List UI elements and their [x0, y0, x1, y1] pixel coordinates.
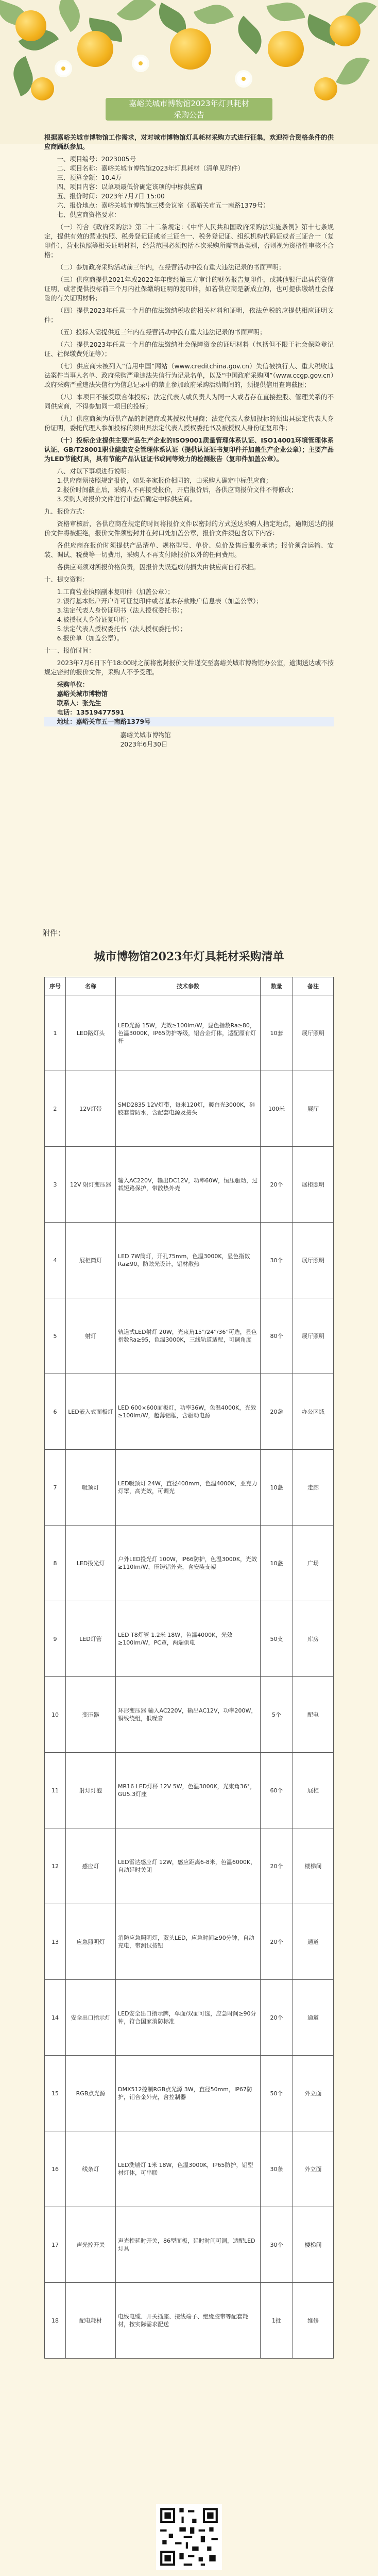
item-spec: SMD2835 12V灯带，每米120灯，暖白光3000K，硅胶套管防水，含配套电源及接头 [116, 1071, 261, 1147]
note-item: 1.供应商须按照规定报价，如果多家报价相同的，由采购人确定中标供应商； [57, 477, 272, 484]
item-spec: 输入AC220V，输出DC12V，功率60W，恒压驱动，过载短路保护，带散热外壳 [116, 1147, 261, 1223]
item-spec: LED 600×600面板灯，功率36W，色温4000K，光效≥100lm/W，超薄铝框，含驱动电源 [116, 1374, 261, 1450]
requirement-item: （一）符合《政府采购法》第二十二条规定：《中华人民共和国政府采购法实施条例》第十七条规定，提供有效的营业执照、税务登记证或者三证合一、税务登记证、组织机构代码证或者三证合一（复印件），营业执照等相关证明材料，经营范围必须包括本次采购所需商品类别，否则视为资格性审核不合格； [44, 224, 334, 259]
project-info-list [44, 155, 334, 219]
item-spec: LED光源 15W，光效≥100lm/W，显色指数Ra≥80，色温3000K，IP65防护等级，铝合金灯体，适配原有灯杆 [116, 995, 261, 1071]
table-row [45, 1828, 334, 1904]
contact-title: 采购单位： [57, 681, 89, 688]
item-name: LED灯管 [66, 1601, 116, 1677]
item-name: 感应灯 [66, 1828, 116, 1904]
item-remark: 展厅 [293, 1071, 334, 1147]
item-remark: 广场 [293, 1526, 334, 1601]
table-row [45, 1753, 334, 1828]
qr-code [156, 2504, 222, 2570]
orange-fruit-decoration [314, 77, 337, 100]
leaf-decoration [266, 0, 305, 24]
item-quantity: 20个 [261, 1904, 293, 1980]
item-remark: 展厅照明 [293, 995, 334, 1071]
note-item: 八、对以下事项进行说明： [57, 468, 133, 475]
table-row [45, 2207, 334, 2283]
signature-unit: 嘉峪关城市博物馆 [120, 732, 171, 739]
requirement-item: （六）提供2023年任意一个月的依法缴纳社会保障资金的证明材料（包括但不限于社会保险登记证、社保缴费凭证等）； [44, 341, 334, 358]
column-header: 技术参数 [116, 977, 261, 995]
signature-block [44, 731, 334, 749]
attachment-title: 城市博物馆2023年灯具耗材采购清单 [94, 950, 284, 963]
row-index: 11 [45, 1753, 66, 1828]
item-quantity: 100米 [261, 1071, 293, 1147]
item-remark: 走廊 [293, 1450, 334, 1526]
leaf-decoration [53, 0, 87, 32]
item-name: 展柜筒灯 [66, 1223, 116, 1298]
row-index: 14 [45, 1980, 66, 2056]
item-name: 射灯灯泡 [66, 1753, 116, 1828]
table-row [45, 1601, 334, 1677]
item-name: 吸顶灯 [66, 1450, 116, 1526]
item-quantity: 50个 [261, 2056, 293, 2131]
item-name: RGB点光源 [66, 2056, 116, 2131]
item-remark: 楼梯间 [293, 1828, 334, 1904]
project-item: 七、供应商资格要求： [57, 211, 121, 218]
orange-fruit-decoration [77, 31, 113, 67]
item-remark: 外立面 [293, 2131, 334, 2207]
item-quantity: 5个 [261, 1677, 293, 1753]
item-spec: 户外LED投光灯 100W，IP66防护，色温3000K，光效≥110lm/W，压铸铝外壳，含安装支架 [116, 1526, 261, 1601]
row-index: 13 [45, 1904, 66, 1980]
leaf-decoration [117, 0, 157, 28]
row-index: 12 [45, 1828, 66, 1904]
item-name: 配电耗材 [66, 2283, 116, 2359]
project-item: 五、报价时间：2023年7月7日 15:00 [57, 193, 165, 200]
item-spec: LED洗墙灯 1米 18W，色温3000K，IP65防护，铝型材灯体，可串联 [116, 2131, 261, 2207]
table-row [45, 2131, 334, 2207]
item-name: 线条灯 [66, 2131, 116, 2207]
item-quantity: 30个 [261, 2207, 293, 2283]
row-index: 4 [45, 1223, 66, 1298]
item-name: 12V灯带 [66, 1071, 116, 1147]
note-item: 2.报价时间截止后，采购人不再接受报价，开启报价后，各供应商报价文件不得修改； [57, 486, 298, 494]
row-index: 9 [45, 1601, 66, 1677]
item-name: 12V 射灯变压器 [66, 1147, 116, 1223]
contact-phone: 电话：13519477591 [57, 709, 125, 716]
row-index: 8 [45, 1526, 66, 1601]
announcement-body [44, 133, 334, 749]
item-name: 应急照明灯 [66, 1904, 116, 1980]
item-name: LED投光灯 [66, 1526, 116, 1601]
row-index: 16 [45, 2131, 66, 2207]
contact-person: 联系人：张先生 [57, 700, 101, 707]
flower-decoration [57, 62, 70, 75]
item-quantity: 20盏 [261, 1374, 293, 1450]
requirement-item: （九）供应商须为所供产品的制造商或其授权代理商；法定代表人参加投标的须出具法定代表人身份证明，委托代理人参加投标的须出具法定代表人授权委托书及被授权人身份证复印件； [44, 415, 334, 432]
table-row [45, 1223, 334, 1298]
item-spec: LED吸顶灯 24W，直径400mm，色温4000K，亚克力灯罩，高光效，可调光 [116, 1450, 261, 1526]
requirement-item: （四）提供2023年任意一个月的依法缴纳税收的相关材料和证明，依法免税的应提供相应证明文件； [44, 307, 334, 324]
column-header: 名称 [66, 977, 116, 995]
time-paragraph: 2023年7月6日下午18:00时之前将密封报价文件递交至嘉峪关城市博物馆办公室，逾期送达或不按规定密封的报价文件，采购人不予受理。 [44, 659, 334, 676]
item-remark: 维修 [293, 2283, 334, 2359]
table-row [45, 1071, 334, 1147]
item-spec: LED安全出口指示牌，单面/双面可选，应急时间≥90分钟，符合国家消防标准 [116, 1980, 261, 2056]
item-name: 声光控开关 [66, 2207, 116, 2283]
row-index: 15 [45, 2056, 66, 2131]
requirement-item: （八）本项目不接受联合体投标；法定代表人或负责人为同一人或者存在直接控股、管理关系的不同供应商，不得参加同一项目的投标； [44, 394, 334, 410]
docs-title: 十、提交资料： [44, 576, 89, 583]
item-spec: 消防应急照明灯，双头LED，应急时间≥90分钟，自动充电，带测试按钮 [116, 1904, 261, 1980]
column-header: 序号 [45, 977, 66, 995]
item-remark: 办公区域 [293, 1374, 334, 1450]
table-row [45, 1147, 334, 1223]
row-index: 18 [45, 2283, 66, 2359]
procedure-title: 九、报价方式： [44, 508, 89, 515]
item-remark: 配电 [293, 1677, 334, 1753]
flower-decoration [237, 72, 250, 86]
project-item: 四、项目内容：以单项最低价确定该项的中标供应商 [57, 183, 203, 191]
signature-date: 2023年6月30日 [120, 741, 168, 748]
contact-address: 地址：嘉峪关市五一南路1379号 [44, 717, 334, 726]
requirement-highlight: （十）投标企业提供主要产品生产企业的ISO9001质量管理体系认证、ISO14001环境管理体系认证、GB/T28001职业健康安全管理体系认证（提供认证证书复印件并加盖生产企业公章）；主要产品为LED节能灯具，具有节能产品认证证书或同等效力的检测报告（复印件加盖公章）。 [44, 437, 334, 463]
item-remark: 楼梯间 [293, 2207, 334, 2283]
table-row [45, 1374, 334, 1450]
item-remark: 展柜照明 [293, 1147, 334, 1223]
doc-item: 1.工商营业执照副本复印件（加盖公章）； [57, 588, 174, 596]
project-item: 二、项目名称：嘉峪关城市博物馆2023年灯具耗材（清单见附件） [57, 165, 244, 172]
row-index: 7 [45, 1450, 66, 1526]
item-remark: 通道 [293, 1980, 334, 2056]
note-item: 3.采购人对报价文件进行审查后确定中标供应商。 [57, 496, 196, 503]
row-index: 10 [45, 1677, 66, 1753]
item-spec: MR16 LED灯杯 12V 5W，色温3000K，光束角36°，GU5.3灯座 [116, 1753, 261, 1828]
requirement-item: （二）参加政府采购活动前三年内，在经营活动中没有重大违法记录的书面声明； [57, 264, 285, 271]
doc-item: 2.银行基本账户开户许可证复印件或者基本存款账户信息表（加盖公章）； [57, 598, 263, 605]
leaf-decoration [194, 0, 234, 29]
leaf-decoration [336, 51, 370, 92]
contact-unit: 嘉峪关城市博物馆 [57, 690, 108, 698]
title-banner [106, 98, 272, 121]
item-name: 变压器 [66, 1677, 116, 1753]
requirement-item: （五）投标人需提供近三年内在经营活动中没有重大违法记录的书面声明； [57, 329, 266, 336]
project-item: 一、项目编号：20230​05号 [57, 156, 136, 163]
item-remark: 展柜 [293, 1753, 334, 1828]
contact-block [44, 680, 334, 726]
item-spec: 电线电缆、开关插座、接线端子、绝缘胶带等配套耗材，按实际需求配送 [116, 2283, 261, 2359]
orange-fruit-decoration [268, 31, 304, 67]
item-spec: LED T8灯管 1.2米 18W，色温4000K，光效≥100lm/W，PC罩，两端供电 [116, 1601, 261, 1677]
row-index: 2 [45, 1071, 66, 1147]
table-row [45, 1526, 334, 1601]
item-remark: 展厅照明 [293, 1298, 334, 1374]
row-index: 6 [45, 1374, 66, 1450]
banner-line-2: 采购公告 [173, 110, 204, 120]
item-remark: 展厅照明 [293, 1223, 334, 1298]
procedure-item: 资格审核后，各供应商在规定的时间将报价文件以密封的方式送达采购人指定地点，逾期送达的报价文件将被拒绝，报价文件须密封并在封口处加盖公章，报价文件须包含以下内容： [44, 520, 334, 537]
item-name: LED路灯头 [66, 995, 116, 1071]
item-remark: 外立面 [293, 2056, 334, 2131]
item-quantity: 1批 [261, 2283, 293, 2359]
row-index: 1 [45, 995, 66, 1071]
table-row [45, 1904, 334, 1980]
item-remark: 库房 [293, 1601, 334, 1677]
row-index: 5 [45, 1298, 66, 1374]
item-quantity: 30个 [261, 1223, 293, 1298]
project-item: 三、预算金额：10.4万 [57, 174, 122, 181]
table-row [45, 1980, 334, 2056]
item-quantity: 30条 [261, 2131, 293, 2207]
item-quantity: 10盏 [261, 1450, 293, 1526]
table-row [45, 1677, 334, 1753]
header-illustration [0, 0, 378, 144]
qr-code-icon [158, 2506, 220, 2568]
doc-item: 4.被授权人身份证复印件； [57, 616, 133, 623]
banner-line-1: 嘉峪关城市博物馆2023年灯具耗材 [129, 99, 249, 108]
column-header: 数量 [261, 977, 293, 995]
docs-list [44, 587, 334, 643]
orange-fruit-decoration [170, 28, 211, 70]
attachment-label: 附件： [42, 928, 66, 938]
table-row [45, 2056, 334, 2131]
item-quantity: 10盏 [261, 1526, 293, 1601]
row-index: 3 [45, 1147, 66, 1223]
row-index: 17 [45, 2207, 66, 2283]
item-spec: DMX512控制RGB点光源 3W，直径50mm，IP67防护，铝合金外壳，含控制器 [116, 2056, 261, 2131]
table-row [45, 1298, 334, 1374]
procurement-table [44, 977, 334, 2359]
requirement-item: （三）供应商提供2021年或2022年年度经第三方审计的财务报告复印件，或其他银行出具的资信证明，或者提供投标前三个月内社保缴纳证明的复印件，如若供应商是新成立的，也可提供缴纳社会保险的有关证明材料； [44, 276, 334, 302]
doc-item: 6.报价单（加盖公章）。 [57, 635, 124, 642]
procedure-item: 各供应商在报价时须提供产品清单、规格型号、单价、总价及售后服务承诺；报价须含运输、安装、调试、税费等一切费用，采购人不再支付除报价以外的任何费用。 [44, 542, 334, 558]
table-row [45, 1450, 334, 1526]
table-row [45, 2283, 334, 2359]
item-quantity: 20个 [261, 1147, 293, 1223]
item-spec: 环形变压器 输入AC220V，输出AC12V，功率200W，铜线绕组，低噪音 [116, 1677, 261, 1753]
item-quantity: 60个 [261, 1753, 293, 1828]
item-spec: 轨道式LED射灯 20W，光束角15°/24°/36°可选，显色指数Ra≥95，色温3000K，三线轨道适配，可调角度 [116, 1298, 261, 1374]
item-quantity: 20个 [261, 1828, 293, 1904]
leaf-decoration [231, 16, 269, 55]
orange-fruit-decoration [31, 77, 54, 100]
item-name: LED嵌入式面板灯 [66, 1374, 116, 1450]
item-remark: 通道 [293, 1904, 334, 1980]
doc-item: 5.法定代表人授权委托书（法人授权委托书）； [57, 625, 187, 633]
requirement-item: （七）供应商未被列入“信用中国”网站（www.creditchina.gov.cn）失信被执行人、重大税收违法案件当事人名单、政府采购严重违法失信行为记录名单，以及“中国政府采购网”（www.ccgp.gov.cn）政府采购严重违法失信行为信息记录中的禁止参加政府采购活动期间的，须提供信用查询截图； [44, 363, 334, 388]
item-quantity: 20个 [261, 1980, 293, 2056]
item-name: 射灯 [66, 1298, 116, 1374]
item-quantity: 50支 [261, 1601, 293, 1677]
column-header: 备注 [293, 977, 334, 995]
flower-decoration [134, 57, 147, 70]
item-spec: 声光控延时开关，86型面板，延时时间可调，适配LED灯具 [116, 2207, 261, 2283]
item-spec: LED雷达感应灯 12W，感应距离6-8米，色温6000K，自动延时关闭 [116, 1828, 261, 1904]
table-row [45, 995, 334, 1071]
table-header-row [45, 977, 334, 995]
time-title: 十一、报价时间： [44, 647, 95, 654]
item-quantity: 80个 [261, 1298, 293, 1374]
orange-fruit-decoration [330, 15, 360, 46]
item-quantity: 10套 [261, 995, 293, 1071]
procedure-item: 各供应商须对所报价格负责，因报价失误造成的损失由供应商自行承担。 [57, 564, 260, 571]
item-spec: LED 7W筒灯，开孔75mm，色温3000K，显色指数Ra≥90，防眩光设计，铝材散热 [116, 1223, 261, 1298]
notes-list [44, 467, 334, 504]
intro-paragraph: 根据嘉峪关城市博物馆工作需求，对对城市博物馆灯具耗材采购方式进行征集，欢迎符合资格条件的供应商踊跃参加。 [44, 134, 334, 150]
orange-fruit-decoration [15, 10, 46, 41]
project-item: 六、报价地点：嘉峪关城市博物馆三楼会议室（嘉峪关市五一南路1379号） [57, 202, 270, 209]
item-name: 安全出口指示灯 [66, 1980, 116, 2056]
doc-item: 3.法定代表人身份证明书（法人授权委托书）； [57, 607, 187, 614]
